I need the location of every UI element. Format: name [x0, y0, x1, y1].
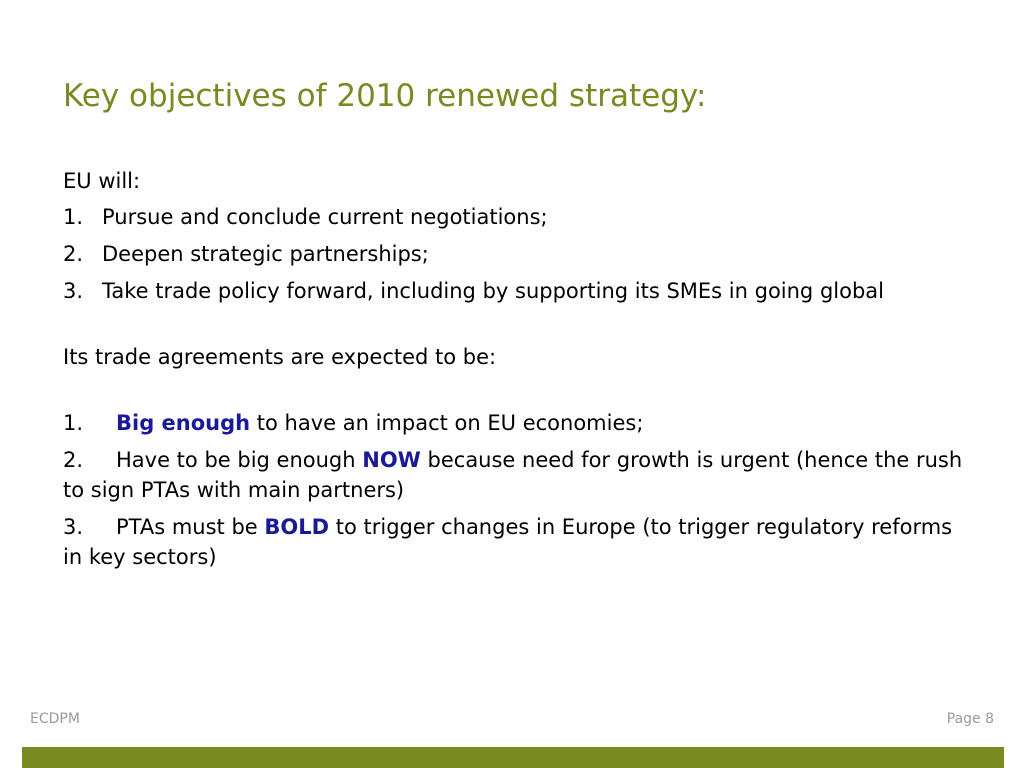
objectives-list [63, 202, 963, 306]
expectation-number: 3. [63, 515, 84, 539]
expectations-list [63, 408, 963, 572]
expectation-item [63, 445, 963, 505]
expectation-text-before: Have to be big enough [116, 448, 363, 472]
expectation-emphasis: BOLD [264, 515, 330, 539]
objective-number: 3. [63, 279, 84, 303]
objective-item [63, 202, 963, 232]
expectation-emphasis: NOW [362, 448, 421, 472]
slide-title: Key objectives of 2010 renewed strategy: [63, 78, 707, 114]
expectation-number: 1. [63, 411, 84, 435]
objective-text: Take trade policy forward, including by supporting its SMEs in going global [102, 279, 884, 303]
agreements-intro: Its trade agreements are expected to be: [63, 345, 497, 369]
expectation-text-before: PTAs must be [116, 515, 265, 539]
expectation-text-after: to have an impact on EU economies; [250, 411, 644, 435]
expectation-emphasis: Big enough [116, 411, 251, 435]
footer-page-number: Page 8 [946, 711, 994, 727]
objective-text: Pursue and conclude current negotiations; [102, 205, 548, 229]
expectation-text-after: to trigger changes in Europe (to trigger regulatory reforms in key sectors) [63, 515, 953, 569]
expectation-item [63, 408, 963, 438]
expectation-text-after: because need for growth is urgent (hence the rush to sign PTAs with main partners) [63, 448, 963, 502]
objective-text: Deepen strategic partnerships; [102, 242, 429, 266]
objective-item [63, 239, 963, 269]
footer-organization: ECDPM [30, 711, 80, 727]
slide-content [63, 166, 963, 579]
expectation-item [63, 512, 963, 572]
footer-bar [22, 747, 1004, 768]
objective-number: 2. [63, 242, 84, 266]
objective-number: 1. [63, 205, 84, 229]
intro-text: EU will: [63, 169, 141, 193]
objective-item [63, 276, 963, 306]
expectation-number: 2. [63, 448, 84, 472]
